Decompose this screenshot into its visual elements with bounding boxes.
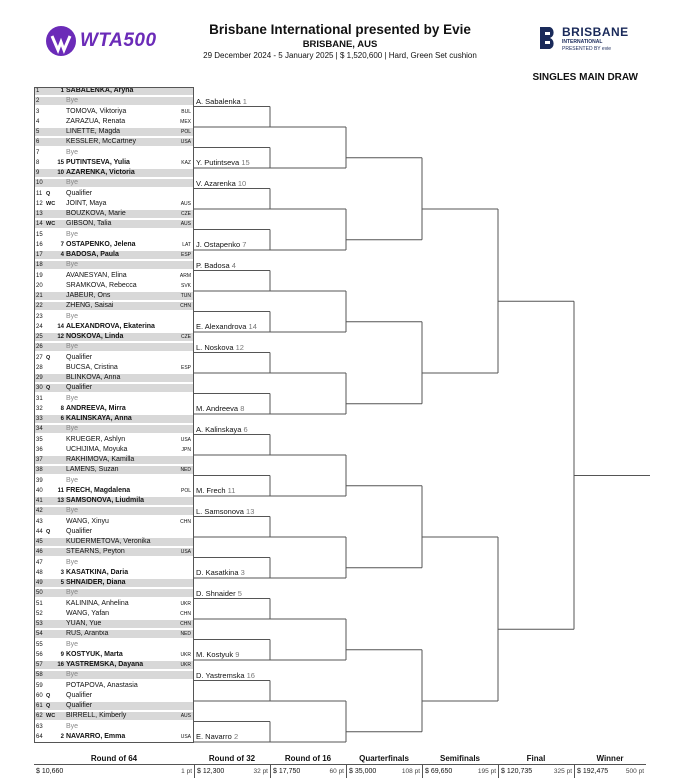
slot-number: 12: [36, 200, 43, 207]
player-name: KOSTYUK, Marta: [66, 650, 123, 658]
slot-number: 16: [36, 241, 43, 248]
seed-number: 5: [60, 580, 64, 586]
entry-status: Q: [46, 190, 51, 197]
seed-number: 6: [60, 416, 64, 422]
slot-number: 18: [36, 262, 43, 269]
prize-money-table: [34, 753, 646, 778]
r32-player-name: J. Ostapenko: [196, 240, 243, 249]
player-name: POTAPOVA, Anastasia: [66, 681, 138, 689]
player-name: Bye: [66, 425, 79, 433]
player-name: RUS, Arantxa: [66, 630, 109, 638]
prize-round-header: Round of 16: [270, 753, 346, 765]
slot-number: 42: [36, 508, 43, 515]
player-name: Qualifier: [66, 384, 93, 392]
slot-number: 45: [36, 539, 43, 545]
prize-amount: $ 10,660: [36, 768, 64, 775]
slot-number: 55: [36, 641, 43, 648]
wta-logo-text: WTA500: [80, 30, 157, 51]
nationality: UKR: [180, 651, 191, 658]
slot-number: 35: [36, 436, 43, 443]
player-name: BOUZKOVA, Marie: [66, 210, 126, 217]
round-of-32-player: [196, 404, 244, 413]
player-name: KESSLER, McCartney: [66, 138, 137, 146]
player-name: KRUEGER, Ashlyn: [66, 435, 126, 443]
prize-points: 60 pt: [329, 768, 344, 775]
nationality: LAT: [182, 241, 191, 248]
player-name: WANG, Yafan: [66, 609, 110, 617]
round-of-32-player: [196, 179, 246, 188]
slot-number: 37: [36, 457, 43, 463]
slot-number: 36: [36, 446, 43, 453]
player-name: PUTINTSEVA, Yulia: [66, 158, 130, 166]
round-of-32-player: [196, 671, 255, 680]
seed-number: 7: [60, 241, 64, 248]
player-name: ZHENG, Saisai: [66, 302, 114, 310]
player-name: UCHIJIMA, Moyuka: [66, 445, 128, 453]
slot-number: 64: [36, 733, 43, 740]
nationality: ARM: [179, 272, 191, 279]
slot-number: 20: [36, 282, 43, 289]
player-name: ANDREEVA, Mirra: [66, 404, 126, 412]
nationality: AUS: [180, 713, 191, 720]
prize-cell: [270, 765, 346, 778]
prize-points: 500 pt: [625, 768, 644, 775]
player-name: Qualifier: [66, 189, 93, 197]
round-of-32-player: [196, 97, 247, 106]
r32-seed: 3: [240, 568, 245, 577]
prize-amount: $ 120,735: [501, 768, 533, 775]
r32-player-name: L. Noskova: [196, 342, 236, 352]
entry-status: Q: [46, 703, 51, 709]
r32-player-name: M. Andreeva: [196, 404, 241, 413]
player-name: Bye: [66, 589, 79, 597]
player-name: Bye: [66, 343, 79, 351]
slot-number: 29: [36, 375, 43, 381]
player-name: LINETTE, Magda: [66, 128, 121, 135]
round-of-32-player: [196, 343, 244, 352]
slot-number: 6: [36, 139, 40, 146]
player-name: BUCSA, Cristina: [66, 363, 118, 371]
slot-number: 15: [36, 231, 43, 238]
prize-round-header: Final: [498, 753, 574, 765]
prize-round-header: Round of 32: [194, 753, 270, 765]
r32-player-name: Y. Putintseva: [196, 158, 242, 167]
player-name: Bye: [66, 148, 79, 156]
player-name: KUDERMETOVA, Veronika: [66, 538, 151, 545]
nationality: AUS: [180, 221, 191, 228]
r32-seed: 4: [231, 260, 236, 270]
r32-player-name: A. Kalinskaya: [196, 424, 244, 434]
player-name: RAKHIMOVA, Kamilla: [66, 456, 135, 463]
r32-seed: 12: [235, 342, 244, 352]
player-name: Bye: [66, 507, 79, 515]
entry-status: WC: [46, 200, 56, 207]
nationality: JPN: [181, 446, 191, 453]
slot-number: 2: [36, 98, 40, 105]
r32-seed: 14: [248, 322, 257, 331]
seed-number: 2: [60, 733, 64, 740]
slot-number: 47: [36, 559, 43, 566]
nationality: BUL: [181, 108, 191, 115]
r32-player-name: L. Samsonova: [196, 506, 247, 516]
entry-status: Q: [46, 528, 51, 535]
r32-seed: 9: [235, 650, 240, 659]
slot-number: 61: [36, 703, 43, 709]
seed-number: 13: [57, 498, 64, 504]
player-name: SHNAIDER, Diana: [66, 579, 126, 586]
r32-player-name: M. Kostyuk: [196, 650, 236, 659]
player-name: NAVARRO, Emma: [66, 732, 126, 740]
slot-number: 39: [36, 477, 43, 484]
player-name: YUAN, Yue: [66, 620, 102, 627]
draw-title: SINGLES MAIN DRAW: [532, 72, 638, 83]
prize-points: 1 pt: [181, 768, 192, 775]
slot-number: 28: [36, 364, 43, 371]
entry-status: Q: [46, 354, 51, 361]
r32-seed: 11: [227, 486, 236, 495]
player-name: SAMSONOVA, Liudmila: [66, 497, 145, 504]
round-of-32-player: [196, 589, 242, 598]
slot-number: 51: [36, 600, 43, 607]
r32-player-name: P. Badosa: [196, 260, 232, 270]
slot-number: 7: [36, 149, 40, 156]
round-of-32-player: [196, 240, 246, 249]
slot-number: 49: [36, 580, 43, 586]
nationality: CZE: [181, 334, 191, 340]
seed-number: 10: [57, 170, 64, 176]
round-of-32-player: [196, 425, 248, 434]
prize-cell: [574, 765, 646, 778]
slot-number: 17: [36, 252, 43, 258]
nationality: CHN: [180, 610, 191, 617]
prize-amount: $ 35,000: [349, 768, 377, 775]
prize-amount: $ 69,650: [425, 768, 453, 775]
round-of-32-player: [196, 568, 245, 577]
nationality: USA: [180, 733, 191, 740]
prize-amount: $ 12,300: [197, 768, 225, 775]
prize-amount: $ 17,750: [273, 768, 301, 775]
prize-round-header: Round of 64: [34, 753, 194, 765]
prize-points: 32 pt: [253, 768, 268, 775]
slot-number: 9: [36, 170, 40, 176]
player-name: Bye: [66, 671, 79, 679]
slot-number: 52: [36, 610, 43, 617]
r32-player-name: V. Azarenka: [196, 178, 238, 188]
slot-number: 31: [36, 395, 43, 402]
r32-player-name: M. Frech: [196, 486, 228, 495]
round-of-32-player: [196, 158, 250, 167]
prize-cell: [34, 765, 194, 778]
nationality: POL: [180, 487, 191, 494]
prize-points: 325 pt: [553, 768, 572, 775]
nationality: CHN: [180, 518, 191, 525]
nationality: CZE: [181, 211, 191, 217]
nationality: ESP: [180, 364, 191, 371]
slot-number: 19: [36, 272, 43, 279]
player-name: OSTAPENKO, Jelena: [66, 240, 136, 248]
round-of-32-player: [196, 507, 254, 516]
nationality: CHN: [180, 621, 191, 627]
slot-number: 1: [36, 88, 40, 94]
player-name: AVANESYAN, Elina: [66, 271, 127, 279]
brand-sponsor: PRESENTED BY evie: [562, 46, 612, 52]
player-name: STEARNS, Peyton: [66, 548, 125, 556]
prize-points: 108 pt: [401, 768, 420, 775]
slot-number: 11: [36, 190, 43, 197]
slot-number: 63: [36, 723, 43, 730]
seed-number: 11: [57, 487, 64, 494]
slot-number: 13: [36, 211, 43, 217]
slot-number: 57: [36, 662, 43, 668]
r32-player-name: D. Yastremska: [196, 670, 247, 680]
player-name: KALINSKAYA, Anna: [66, 415, 132, 422]
player-name: Bye: [66, 640, 79, 648]
slot-number: 58: [36, 672, 43, 679]
nationality: SVK: [180, 282, 191, 289]
slot-number: 3: [36, 108, 40, 115]
nationality: POL: [180, 129, 191, 135]
slot-number: 53: [36, 621, 43, 627]
player-name: Bye: [66, 261, 79, 269]
seed-number: 1: [60, 88, 64, 94]
prize-cell: [498, 765, 574, 778]
player-name: Qualifier: [66, 702, 93, 709]
entry-status: WC: [46, 713, 56, 720]
nationality: NED: [180, 631, 191, 638]
seed-number: 4: [60, 252, 64, 258]
tournament-title: Brisbane International presented by Evie: [209, 22, 471, 37]
slot-number: 50: [36, 590, 43, 597]
prize-amount: $ 192,475: [577, 768, 609, 775]
player-name: Bye: [66, 394, 79, 402]
slot-number: 41: [36, 498, 43, 504]
player-name: Bye: [66, 476, 79, 484]
slot-number: 34: [36, 426, 43, 433]
slot-number: 59: [36, 682, 43, 689]
seed-number: 8: [60, 405, 64, 412]
r32-seed: 7: [242, 240, 247, 249]
nationality: USA: [180, 549, 191, 556]
round-of-32-player: [196, 486, 235, 495]
player-name: ZARAZUA, Renata: [66, 117, 126, 125]
player-name: FRECH, Magdalena: [66, 486, 131, 494]
slot-number: 10: [36, 180, 43, 187]
slot-number: 48: [36, 569, 43, 576]
player-name: ALEXANDROVA, Ekaterina: [66, 322, 155, 330]
seed-number: 9: [60, 651, 64, 658]
entry-status: Q: [46, 692, 51, 699]
player-name: KALININA, Anhelina: [66, 599, 129, 607]
slot-number: 62: [36, 713, 43, 720]
slot-number: 33: [36, 416, 43, 422]
prize-cell: [346, 765, 422, 778]
nationality: USA: [180, 139, 191, 146]
r32-seed: 8: [240, 404, 245, 413]
player-name: TOMOVA, Viktoriya: [66, 107, 127, 115]
seed-number: 3: [60, 569, 64, 576]
nationality: TUN: [180, 293, 191, 299]
r32-seed: 10: [237, 178, 247, 188]
nationality: NED: [180, 467, 191, 474]
nationality: USA: [180, 436, 191, 443]
tournament-location: BRISBANE, AUS: [302, 39, 378, 50]
prize-round-header: Winner: [574, 753, 646, 765]
seed-number: 12: [57, 334, 64, 340]
slot-number: 24: [36, 323, 43, 330]
r32-seed: 2: [233, 732, 239, 741]
slot-number: 54: [36, 631, 43, 638]
tournament-details: 29 December 2024 - 5 January 2025 | $ 1,520,600 | Hard, Green Set cushion: [203, 51, 477, 60]
player-name: NOSKOVA, Linda: [66, 333, 124, 340]
slot-number: 25: [36, 334, 43, 340]
r32-player-name: E. Alexandrova: [196, 322, 249, 331]
prize-cell: [422, 765, 498, 778]
player-name: Bye: [66, 722, 79, 730]
slot-number: 56: [36, 651, 43, 658]
slot-number: 5: [36, 129, 40, 135]
player-name: Bye: [66, 558, 79, 566]
slot-number: 22: [36, 303, 43, 310]
r32-player-name: D. Kasatkina: [196, 568, 241, 577]
player-name: Bye: [66, 97, 79, 105]
round-of-32-player: [196, 650, 239, 659]
slot-number: 44: [36, 528, 43, 535]
r32-seed: 16: [246, 670, 255, 680]
player-name: Qualifier: [66, 691, 93, 699]
player-name: Bye: [66, 179, 79, 187]
slot-number: 38: [36, 467, 43, 474]
r32-seed: 6: [243, 424, 248, 434]
r32-player-name: E. Navarro: [196, 732, 234, 741]
slot-number: 43: [36, 518, 43, 525]
round-of-32-player: [196, 261, 236, 270]
slot-number: 46: [36, 549, 43, 556]
nationality: ESP: [180, 252, 191, 258]
seed-number: 14: [57, 323, 64, 330]
player-name: BLINKOVA, Anna: [66, 374, 121, 381]
player-name: SABALENKA, Aryna: [66, 87, 134, 94]
player-name: LAMENS, Suzan: [66, 466, 119, 474]
nationality: UKR: [180, 662, 191, 668]
player-name: AZARENKA, Victoria: [66, 169, 135, 176]
seed-number: 16: [57, 662, 64, 668]
slot-number: 23: [36, 313, 43, 320]
brand-sub: INTERNATIONAL: [562, 39, 603, 45]
player-name: Qualifier: [66, 353, 93, 361]
prize-cell: [194, 765, 270, 778]
entry-status: Q: [46, 385, 51, 392]
slot-number: 32: [36, 405, 43, 412]
player-name: KASATKINA, Daria: [66, 568, 129, 576]
slot-number: 4: [36, 118, 40, 125]
r32-seed: 1: [242, 96, 247, 106]
seed-number: 15: [57, 159, 64, 166]
slot-number: 40: [36, 487, 43, 494]
player-name: Qualifier: [66, 527, 93, 535]
slot-number: 8: [36, 159, 40, 166]
slot-number: 27: [36, 354, 43, 361]
slot-number: 30: [36, 385, 43, 392]
nationality: KAZ: [181, 159, 191, 166]
player-name: WANG, Xinyu: [66, 517, 109, 525]
brand-name: BRISBANE: [562, 25, 629, 39]
r32-player-name: D. Shnaider: [196, 588, 238, 598]
player-name: BADOSA, Paula: [66, 251, 119, 258]
r32-seed: 13: [246, 506, 255, 516]
player-name: GIBSON, Talia: [66, 220, 112, 228]
nationality: CHN: [180, 303, 191, 310]
round-of-32-player: [196, 732, 238, 741]
slot-number: 14: [36, 221, 43, 228]
nationality: MEX: [180, 118, 191, 125]
slot-number: 21: [36, 293, 43, 299]
prize-round-header: Semifinals: [422, 753, 498, 765]
player-name: Bye: [66, 230, 79, 238]
slot-number: 26: [36, 344, 43, 351]
round-of-32-player: [196, 322, 257, 331]
prize-round-header: Quarterfinals: [346, 753, 422, 765]
player-name: JOINT, Maya: [66, 199, 107, 207]
slot-number: 60: [36, 692, 43, 699]
r32-seed: 5: [237, 588, 242, 598]
prize-points: 195 pt: [477, 768, 496, 775]
player-name: JABEUR, Ons: [66, 292, 111, 299]
entry-status: WC: [46, 221, 56, 228]
r32-seed: 15: [241, 158, 250, 167]
player-name: YASTREMSKA, Dayana: [66, 661, 144, 668]
nationality: AUS: [180, 200, 191, 207]
player-name: SRAMKOVA, Rebecca: [66, 281, 137, 289]
player-name: BIRRELL, Kimberly: [66, 712, 127, 720]
r32-player-name: A. Sabalenka: [196, 96, 243, 106]
player-name: Bye: [66, 312, 79, 320]
nationality: UKR: [180, 600, 191, 607]
